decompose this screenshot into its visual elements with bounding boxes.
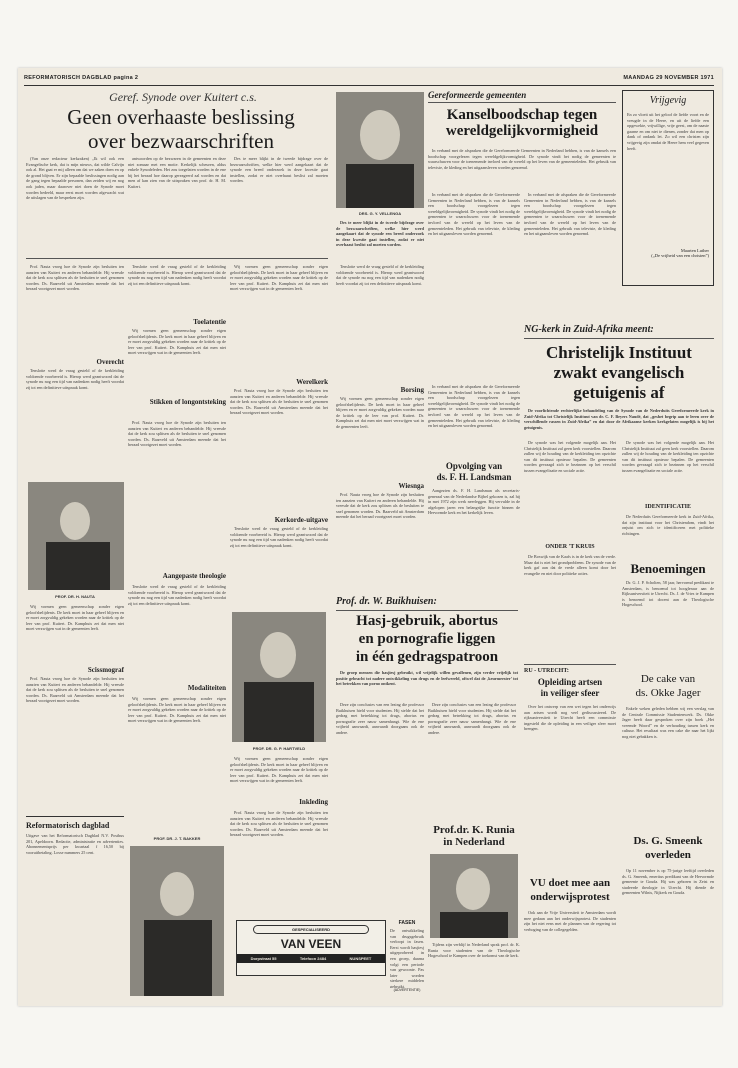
photo-runia-face xyxy=(456,868,490,910)
info-body: Uitgave van het Reformatorisch Dagblad N.V. Postbus 201, Apeldoorn. Redactie, administratie en advertenties. Abonnementsprijs per kwartaal f 16,50 bij vooruitbetaling. Losse nummers 25 cent. xyxy=(26,833,124,855)
buikhuisen-lede-p: De groep mensen die hasjiesj gebruikt, wil vrijelijk willen gevallenen, zijn verder vrijelijk tot positie gebracht tot nadere ontwikkeling van drugs en de leefwereld, oftwel dat de ‚keurmeester’ tot het betrekken van porno ontkent. xyxy=(336,670,518,687)
kansel-col-a xyxy=(428,192,520,378)
kansel-col-c-p: In verband met de afspraken die de Gereformeerde Gemeenten in Nederland hebben, is van de kansels een boodschap voorgelezen tegen wereldgelijkvormigheid. De synode vindt het nodig de gemeenten te waarschuwen voor de toenemende invloed van de wereld op het leven van de gemeenteleden. Het gebruik van televisie, de kleding en het uitgaansleven worden genoemd. xyxy=(428,384,520,429)
ad-phone: Telefoon 2484 xyxy=(299,956,327,961)
ad-address xyxy=(237,954,385,963)
photo-nauta-coat xyxy=(46,542,110,590)
main-body-3 xyxy=(230,156,328,254)
christelijk-rule xyxy=(524,338,714,339)
col2-text-b xyxy=(128,328,226,394)
vrijgevig-author: Maarten Luther xyxy=(680,248,709,253)
col1-text-c-p: Wij vormen geen gemeenschap zonder eigen geloofsbelijdenis. De kerk moet in haar geheel blijven en er moet zorgvuldig gekeken worden naar de kritiek op de leer van prof. Kuitert. Dr. Kamphuis zei dat men niet moet verzwijgen wat in de gemeenten leeft. xyxy=(26,604,124,632)
vu-body xyxy=(524,910,616,996)
christelijk-kicker: NG-kerk in Zuid-Afrika meent: xyxy=(524,324,654,335)
ru-body-p: Over het ontwerp van een wet tegen het onderwijs aan artsen wordt nog veel gediscussieerd. De rijksuniversiteit te Utrecht heeft een commissie ingesteld die de opleiding in een veiliger sfeer moet brengen. xyxy=(524,704,616,732)
kansel-rule xyxy=(428,102,616,103)
caption-vellenga: DRS. G. Y. VELLENGA xyxy=(358,211,402,216)
landsman-body-p: Aangezien ds. F. H. Landsman als secretaris-generaal van de Nederlandse Bijbel gekozen is, zal hij in mei 1972 zijn werk neerleggen. Hij vervulde in de afgelopen jaren een belangrijke functie binnen de Hervormde kerk en het kerkelijk leven. xyxy=(428,488,520,516)
runia-caption xyxy=(428,942,520,996)
advertentie-label: (ADVERTENTIE) xyxy=(393,988,421,992)
col3-text-a-p: Wij vormen geen gemeenschap zonder eigen geloofsbelijdenis. De kerk moet in haar geheel blijven en er moet zorgvuldig gekeken worden naar de kritiek op de leer van prof. Kuitert. Dr. Kamphuis zei dat men niet moet verzwijgen wat in de gemeenten leeft. xyxy=(230,264,328,292)
cake-body-p: Enkele weken geleden hebben wij een verslag van de Centrale Commissie Studentenwerk. Ds. Okke Jager heeft daar gesproken over zijn boek „Het vreemde Woord” en de verhouding tussen kerk en cultuur. Het resultaat was een cake die naar het lijkt nog niet gebakken is. xyxy=(622,706,714,739)
section-modaliteiten: Modaliteiten xyxy=(187,684,226,692)
col2-text-b-p: Wij vormen geen gemeenschap zonder eigen geloofsbelijdenis. De kerk moet in haar geheel blijven en er moet zorgvuldig gekeken worden naar de kritiek op de leer van prof. Kuitert. Dr. Kamphuis zei dat men niet moet verzwijgen wat in de gemeenten leeft. xyxy=(128,328,226,356)
landsman-body xyxy=(428,488,520,588)
christelijk-title-2: zwakt evangelisch xyxy=(553,363,685,382)
christelijk-title-3: getuigenis af xyxy=(573,383,665,402)
onder-kruis-body xyxy=(524,554,616,654)
identificatie-title: IDENTIFICATIE xyxy=(645,504,691,510)
photo-nauta xyxy=(28,482,124,590)
col4-text-a xyxy=(336,264,424,384)
main-body-1 xyxy=(26,156,124,254)
photo-runia-coat xyxy=(440,912,508,938)
col3-text-c-p: Tenslotte werd de vraag gesteld of de kerkleiding voldoende voorbereid is. Hierop werd geantwoord dat de synode nu nog een tijd van nadenken nodig heeft voordat zij tot een definitieve uitspraak komt. xyxy=(230,526,328,548)
benoemingen-body xyxy=(622,580,714,668)
fasen-body: De ontwikkeling van drugsgebruik verloopt in fasen. Eerst wordt hasjiesj uitgeprobeerd in een groep, daarna volgt een periode van gewoonte. Pas later worden sterkere middelen gebruikt. xyxy=(390,928,424,988)
col1-text-d-p: Prof. Nauta vroeg hoe de Synode zijn besluiten ten aanzien van Kuitert en anderen behandelde. Hij vreesde dat de kerk zou splitsen als de besluiten te snel genomen worden. Ds. Baarveld uit Amsterdam meende dat het beraad voortgezet moet worden. xyxy=(26,676,124,704)
col1-text-b xyxy=(26,368,124,478)
kansel-col-a-p: In verband met de afspraken die de Gereformeerde Gemeenten in Nederland hebben, is van de kansels een boodschap voorgelezen tegen wereldgelijkvormigheid. De synode vindt het nodig de gemeenten te waarschuwen voor de toenemende invloed van de wereld op het leven van de gemeenteleden. Het gebruik van televisie, de kleding en het uitgaansleven worden genoemd. xyxy=(428,192,520,237)
benoemingen-body-p: Dr. G. J. P. Scholten, 58 jaar, hervormd predikant te Amsterdam, is benoemd tot hoogleraar aan de Rijksuniversiteit te Utrecht. Ds. J. de Vries te Kampen is benoemd tot docent aan de Theologische Hogeschool. xyxy=(622,580,714,608)
ad-name: VAN VEEN xyxy=(280,937,342,951)
buikhuisen-title-2: en pornografie liggen xyxy=(358,631,496,647)
ru-kicker: RU - UTRECHT: xyxy=(524,668,569,674)
col1-text-d xyxy=(26,676,124,812)
info-title: Reformatorisch dagblad xyxy=(26,821,110,830)
christelijk-col-a xyxy=(524,440,616,540)
ru-body xyxy=(524,704,616,874)
buikhuisen-rule xyxy=(336,610,518,611)
photo-vellenga-coat xyxy=(346,164,414,208)
buikhuisen-title-3: in één gedragspatroon xyxy=(355,649,499,665)
cake-body xyxy=(622,706,714,830)
col2-text-e xyxy=(128,696,226,832)
col2-text-a-p: Tenslotte werd de vraag gesteld of de kerkleiding voldoende voorbereid is. Hierop werd geantwoord dat de synode nu nog een tijd van nadenken nodig heeft voordat zij tot een definitieve uitspraak komt. xyxy=(128,264,226,286)
main-body-1-text: (Van onze redacteur kerkzaken) „Ik wil ook een Evangelische kerk, dat is mijn nieuws, dat wilde Calvijn ook al. Het gaat er mij alleen om dat we zaken doen en op de grond blijven. Er zijn bepaalde beslissingen nodig aan de gang tegen bepaalde personen, dan zeiden wij en nog ook jaden, maar daarover niet doen de Synode moet worden bedeeld, maar eerst moet worden afgewacht wat de uitslagen van de bespreken zijn. xyxy=(26,156,124,201)
main-title-1: Geen overhaaste beslissing xyxy=(67,105,295,129)
main-divider xyxy=(26,258,328,259)
info-box xyxy=(26,816,124,996)
christelijk-title-1: Christelijk Instituut xyxy=(546,343,692,362)
col4-text-b-p: Wij vormen geen gemeenschap zonder eigen geloofsbelijdenis. De kerk moet in haar geheel blijven en er moet zorgvuldig gekeken worden naar de kritiek op de leer van prof. Kuitert. Dr. Kamphuis zei dat men niet moet verzwijgen wat in de gemeenten leeft. xyxy=(336,396,424,429)
photo-hartveld-coat xyxy=(244,682,314,742)
section-scissmograf: Scissmograf xyxy=(87,666,124,674)
landsman-title-1: Opvolging van xyxy=(445,461,503,471)
main-body-2 xyxy=(128,156,226,254)
ru-title-2: in veiliger sfeer xyxy=(540,688,600,698)
col2-text-a xyxy=(128,264,226,314)
section-stikken: Stikken of longontsteking xyxy=(149,398,226,406)
masthead-right: MAANDAG 29 NOVEMBER 1971 xyxy=(623,75,714,81)
kansel-col-c xyxy=(428,384,520,458)
smeenk-body xyxy=(622,868,714,996)
runia-caption-p: Tijdens zijn verblijf in Nederland sprak prof. dr. K. Runia voor studenten van de Theologische Hogeschool te Kampen over de toekomst van de kerk. xyxy=(428,942,520,959)
onder-kruis-title: ONDER 'T KRUIS xyxy=(545,544,595,550)
buikhuisen-col-b xyxy=(428,702,516,822)
buikhuisen-kicker: Prof. dr. W. Buikhuisen: xyxy=(336,596,437,607)
vrijgevig-title: Vrijgevig xyxy=(649,95,687,106)
identificatie-body-p: De Nederduits Gereformeerde kerk in Zuid-Afrika, dat zijn instituut voor het Christendom, vindt het onjuist om zich te identificeren met politieke richtingen. xyxy=(622,514,714,536)
ad-top: GESPECIALISEERD xyxy=(253,925,369,934)
col3-text-d-p: Wij vormen geen gemeenschap zonder eigen geloofsbelijdenis. De kerk moet in haar geheel blijven en er moet zorgvuldig gekeken worden naar de kritiek op de leer van prof. Kuitert. Dr. Kamphuis zei dat men niet moet verzwijgen wat in de gemeenten leeft. xyxy=(230,756,328,784)
kansel-lede xyxy=(428,148,616,188)
photo-hartveld xyxy=(232,612,326,742)
main-title-2: over bezwaarschriften xyxy=(88,129,274,153)
col4-text-b xyxy=(336,396,424,480)
buikhuisen-title-1: Hasj-gebruik, abortus xyxy=(356,613,498,629)
smeenk-title-1: Ds. G. Smeenk xyxy=(633,835,703,847)
photo-bakker xyxy=(130,846,224,996)
col3-text-c xyxy=(230,526,328,606)
vellenga-text-p: Des te meer blijkt in de tweede bijdrage over de bezwaarschriften, welke hier werd aangekaart dat de synode een breed onderzoek in deze kwestie gaat instellen, zodat er niet overhaast beslist zal moeten worden. xyxy=(336,220,424,248)
smeenk-title-2: overleden xyxy=(645,849,691,861)
col2-text-c-p: Prof. Nauta vroeg hoe de Synode zijn besluiten ten aanzien van Kuitert en anderen behandelde. Hij vreesde dat de kerk zou splitsen als de besluiten te snel genomen worden. Ds. Baarveld uit Amsterdam meende dat het beraad voortgezet moet worden. xyxy=(128,420,226,448)
col3-text-d xyxy=(230,756,328,796)
caption-hartveld: PROF. DR. G. P. HARTVELD xyxy=(252,746,306,751)
ru-title-1: Opleiding artsen xyxy=(537,677,603,687)
christelijk-col-b-p: De synode was het volgende mogelijk aan. Het Christelijk Instituut zal geen kerk voorstellen. Daarom zullen wij de houding van de kerkleiding ten opzichte van dit instituut opnieuw bepalen. De gemeenten worden gevraagd zich te bezinnen op het verschil tussen evangelisatie en sociale actie. xyxy=(622,440,714,473)
identificatie-body xyxy=(622,514,714,554)
vrijgevig-source: („De vrijheid van een christen”) xyxy=(651,253,709,258)
main-body-3-text: Des te meer blijkt in de tweede bijdrage over de bezwaarschriften, welke hier werd aangekaart dat de synode een breed onderzoek in deze kwestie gaat instellen, zodat er niet overhaast beslist zal moeten worden. xyxy=(230,156,328,184)
main-kicker: Geref. Synode over Kuitert c.s. xyxy=(109,90,257,104)
col1-text-b-p: Tenslotte werd de vraag gesteld of de kerkleiding voldoende voorbereid is. Hierop werd geantwoord dat de synode nu nog een tijd van nadenken nodig heeft voordat zij tot een definitieve uitspraak komt. xyxy=(26,368,124,390)
masthead xyxy=(24,72,714,86)
fasen-title: FASEN xyxy=(398,920,416,926)
vrijgevig-body: En zo vloeit uit het geloof de liefde voort en de vreugde in de Heere, en uit de liefde een opgewekte, vrijwillige, vrije geest, om de naaste gaarne en om niet te dienen, zonder dat men op dank of ondank let. Zo wil een christen zijn vrijgevig zijn omdat de Heere hem veel gegeven heeft. xyxy=(627,112,709,151)
ru-rule xyxy=(524,664,616,665)
col2-text-d-p: Tenslotte werd de vraag gesteld of de kerkleiding voldoende voorbereid is. Hierop werd geantwoord dat de synode nu nog een tijd van nadenken nodig heeft voordat zij tot een definitieve uitspraak komt. xyxy=(128,584,226,606)
christelijk-col-b xyxy=(622,440,714,502)
photo-bakker-face xyxy=(160,872,194,916)
photo-vellenga xyxy=(336,92,424,208)
ad-street: Dorpstraat 55 xyxy=(250,956,277,961)
vu-body-p: Ook aan de Vrije Universiteit te Amsterdam wordt mee gedaan aan het onderwijsprotest. De studenten zijn het niet eens met de plannen van de regering tot verhoging van de collegegelden. xyxy=(524,910,616,932)
kansel-lede-p: In verband met de afspraken die de Gereformeerde Gemeenten in Nederland hebben, is van de kansels een boodschap voorgelezen tegen wereldgelijkvormigheid. De synode vindt het nodig de gemeenten te waarschuwen voor de toenemende invloed van de wereld op het leven van de gemeenteleden. Het gebruik van televisie, de kleding en het uitgaansleven worden genoemd. xyxy=(428,148,616,170)
col1-text-a xyxy=(26,264,124,354)
photo-runia xyxy=(430,854,518,938)
caption-bakker: PROF. DR. J. T. BAKKER xyxy=(153,836,201,841)
christelijk-lede-p: De voorlichtende rechterlijke behandeling van de Synode van de Nederduits Gereformeerde kerk in Zuid-Afrika tot Christelijk Instituut van dr. C. F. Beyers Naudé, dat „geshet begrip aan te leren over de verschillende rassen in Zuid-Afrika” en dat door de Afrikaanse kerken kerkgelaten mogelijk is bij het getuigenis. xyxy=(524,408,714,430)
buikhuisen-col-a xyxy=(336,702,424,906)
col2-text-d xyxy=(128,584,226,680)
buikhuisen-col-b-p: Deze zijn conclusies van een lezing die professor Buikhuisen hield voor studenten. Hij stelde dat het gedrag met betrekking tot drugs, abortus en pornografie zeer nauw samenhangt. Wie de ene vrijheid aanvaardt, aanvaardt doorgaans ook de andere. xyxy=(428,702,516,735)
col4-text-a-p: Tenslotte werd de vraag gesteld of de kerkleiding voldoende voorbereid is. Hierop werd geantwoord dat de synode nu nog een tijd van nadenken nodig heeft voordat zij tot een definitieve uitspraak komt. xyxy=(336,264,424,286)
kansel-title: Kanselboodschap tegen wereldgelijkvormigheid xyxy=(445,107,599,139)
section-kerkorde: Kerkorde-uitgave xyxy=(274,516,328,524)
col2-text-e-p: Wij vormen geen gemeenschap zonder eigen geloofsbelijdenis. De kerk moet in haar geheel blijven en er moet zorgvuldig gekeken worden naar de kritiek op de leer van prof. Kuitert. Dr. Kamphuis zei dat men niet moet verzwijgen wat in de gemeenten leeft. xyxy=(128,696,226,724)
col3-text-a xyxy=(230,264,328,374)
vellenga-text xyxy=(336,220,424,260)
section-borsing: Borsing xyxy=(400,386,424,394)
photo-nauta-face xyxy=(60,502,90,540)
buikhuisen-col-a-p: Deze zijn conclusies van een lezing die professor Buikhuisen hield voor studenten. Hij stelde dat het gedrag met betrekking tot drugs, abortus en pornografie zeer nauw samenhangt. Wie de ene vrijheid aanvaardt, aanvaardt doorgaans ook de andere. xyxy=(336,702,424,735)
section-toelatentie: Toelatentie xyxy=(193,318,226,326)
newspaper-page xyxy=(18,68,722,1006)
ad-town: NUNSPEET xyxy=(349,956,372,961)
onder-kruis-body-p: De Boswijk van de Kaafs is in de kerk van de vrede. Maar dat is niet het grondprobleem. De synode van de kerk gaf aan dat de vrede alleen komt door het evangelie en niet door politieke acties. xyxy=(524,554,616,576)
fasen-block xyxy=(390,920,424,996)
main-body-2-text: antwoorden op de bezwaren in de gemeenten en deze niet zomaar met een motie. Kerkelijk scheuren, aldus enkele Synodeleden. Het zou toegelaten worden in de ene bij het beraad hoe daarop gereageerd zal worden en dat men af kan zien van de uitspraken van prof. dr. H. M. Kuitert. xyxy=(128,156,226,189)
section-wiesnga: Wiesnga xyxy=(398,482,424,490)
col1-text-c xyxy=(26,604,124,664)
christelijk-lede xyxy=(524,408,714,436)
kansel-col-b-p: In verband met de afspraken die de Gereformeerde Gemeenten in Nederland hebben, is van de kansels een boodschap voorgelezen tegen wereldgelijkvormigheid. De synode vindt het nodig de gemeenten te waarschuwen voor de toenemende invloed van de wereld op het leven van de gemeenteleden. Het gebruik van televisie, de kleding en het uitgaansleven worden genoemd. xyxy=(524,192,616,237)
vu-title-1: VU doet mee aan xyxy=(529,877,611,889)
col3-text-b xyxy=(230,388,328,512)
cake-title-2: ds. Okke Jager xyxy=(635,687,701,699)
col4-text-c-p: Prof. Nauta vroeg hoe de Synode zijn besluiten ten aanzien van Kuitert en anderen behandelde. Hij vreesde dat de kerk zou splitsen als de besluiten te snel genomen worden. Ds. Baarveld uit Amsterdam meende dat het beraad voortgezet moet worden. xyxy=(336,492,424,520)
kansel-kicker: Gereformeerde gemeenten xyxy=(428,90,527,100)
christelijk-col-a-p: De synode was het volgende mogelijk aan. Het Christelijk Instituut zal geen kerk voorstellen. Daarom zullen wij de houding van de kerkleiding ten opzichte van dit instituut opnieuw bepalen. De gemeenten worden gevraagd zich te bezinnen op het verschil tussen evangelisatie en sociale actie. xyxy=(524,440,616,473)
landsman-title-2: ds. F. H. Landsman xyxy=(436,472,512,482)
section-aangepaste: Aangepaste theologie xyxy=(162,572,226,580)
buikhuisen-lede xyxy=(336,670,518,698)
photo-bakker-coat xyxy=(144,920,212,996)
benoemingen-title: Benoemingen xyxy=(630,561,706,576)
caption-nauta: PROF. DR. H. NAUTA xyxy=(55,594,95,599)
col3-text-e xyxy=(230,810,328,914)
vu-title-2: onderwijsprotest xyxy=(530,891,610,903)
photo-vellenga-face xyxy=(360,110,400,160)
col4-text-c xyxy=(336,492,424,588)
section-werelkerk: Werelkerk xyxy=(296,378,328,386)
runia-title: Prof.dr. K. Runia in Nederland xyxy=(433,824,515,848)
masthead-left: REFORMATORISCH DAGBLAD pagina 2 xyxy=(24,75,139,81)
vrijgevig-box xyxy=(622,90,714,286)
col2-text-c xyxy=(128,420,226,568)
section-inkleding: Inkleding xyxy=(299,798,328,806)
col3-text-e-p: Prof. Nauta vroeg hoe de Synode zijn besluiten ten aanzien van Kuitert en anderen behandelde. Hij vreesde dat de kerk zou splitsen als de besluiten te snel genomen worden. Ds. Baarveld uit Amsterdam meende dat het beraad voortgezet moet worden. xyxy=(230,810,328,838)
photo-hartveld-face xyxy=(260,632,296,678)
section-overecht: Overecht xyxy=(96,358,124,366)
smeenk-body-p: Op 11 november is op 75-jarige leeftijd overleden ds. G. Smeenk, emeritus predikant van de Hervormde gemeente te Gouda. Hij was geboren in Zeist en studeerde theologie in Utrecht. Hij diende de gemeenten Wilnis, Nijkerk en Gouda. xyxy=(622,868,714,896)
col3-text-b-p: Prof. Nauta vroeg hoe de Synode zijn besluiten ten aanzien van Kuitert en anderen behandelde. Hij vreesde dat de kerk zou splitsen als de besluiten te snel genomen worden. Ds. Baarveld uit Amsterdam meende dat het beraad voortgezet moet worden. xyxy=(230,388,328,416)
col1-text-a-p: Prof. Nauta vroeg hoe de Synode zijn besluiten ten aanzien van Kuitert en anderen behandelde. Hij vreesde dat de kerk zou splitsen als de besluiten te snel genomen worden. Ds. Baarveld uit Amsterdam meende dat het beraad voortgezet moet worden. xyxy=(26,264,124,292)
advertisement xyxy=(236,920,386,976)
cake-title-1: De cake van xyxy=(640,673,696,685)
